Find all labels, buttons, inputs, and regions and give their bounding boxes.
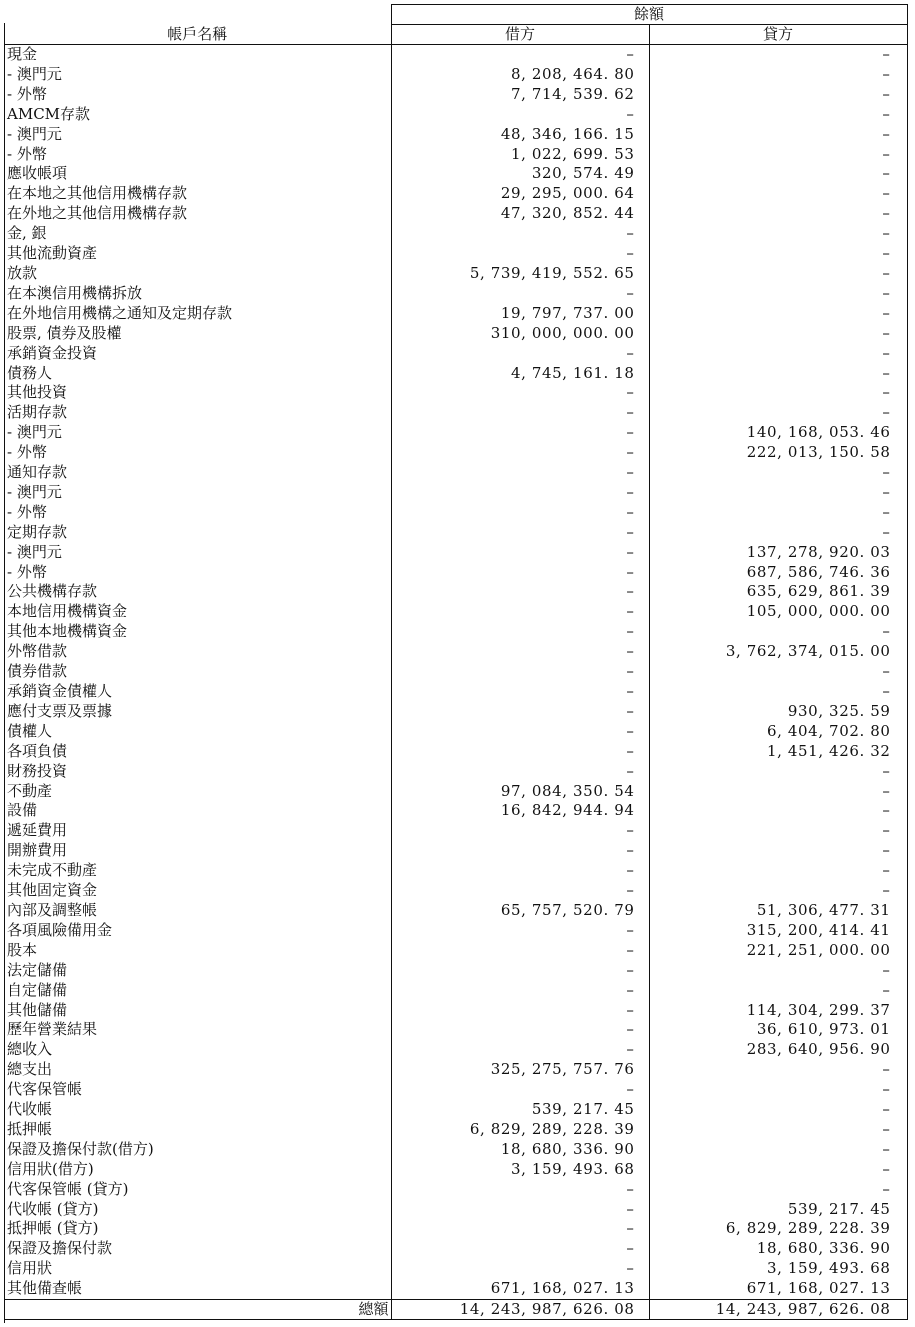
account-name-cell: - 外幣 xyxy=(7,562,47,581)
debit-cell: – xyxy=(391,881,649,901)
debit-cell: – xyxy=(391,403,649,423)
debit-cell: 65, 757, 520. 79 xyxy=(391,901,649,921)
debit-cell: – xyxy=(391,1219,649,1239)
credit-cell: 687, 586, 746. 36 xyxy=(649,563,907,583)
table-row xyxy=(4,164,907,184)
table-row xyxy=(4,782,907,802)
table-row xyxy=(4,1239,907,1259)
table-row xyxy=(4,364,907,384)
debit-cell: – xyxy=(391,602,649,622)
left-rule xyxy=(4,23,5,1323)
account-name-cell: 應付支票及票據 xyxy=(7,701,113,720)
table-row xyxy=(4,543,907,563)
credit-cell: – xyxy=(649,224,907,244)
credit-cell: – xyxy=(649,383,907,403)
table-row xyxy=(4,622,907,642)
credit-cell: – xyxy=(649,861,907,881)
table-row xyxy=(4,1020,907,1040)
table-row xyxy=(4,224,907,244)
debit-cell: – xyxy=(391,742,649,762)
account-name-cell: 抵押帳 (貸方) xyxy=(7,1219,99,1238)
credit-cell: 105, 000, 000. 00 xyxy=(649,602,907,622)
account-name-cell: 總支出 xyxy=(7,1060,53,1079)
account-name-cell: 設備 xyxy=(7,801,38,820)
table-row xyxy=(4,981,907,1001)
account-name-cell: 其他儲備 xyxy=(7,1000,68,1019)
account-name-cell: 保證及擔保付款(借方) xyxy=(7,1139,154,1158)
account-name-cell: 不動產 xyxy=(7,781,53,800)
debit-cell: – xyxy=(391,941,649,961)
credit-cell: – xyxy=(649,264,907,284)
table-row xyxy=(4,443,907,463)
table-row xyxy=(4,563,907,583)
balance-table xyxy=(4,4,908,1320)
account-name-cell: 放款 xyxy=(7,263,38,282)
account-name-cell: 活期存款 xyxy=(7,403,68,422)
account-name-cell: 在本澳信用機構拆放 xyxy=(7,283,143,302)
credit-cell: – xyxy=(649,304,907,324)
table-row xyxy=(4,1160,907,1180)
debit-cell: – xyxy=(391,45,649,65)
credit-cell: 36, 610, 973. 01 xyxy=(649,1020,907,1040)
table-row xyxy=(4,344,907,364)
credit-cell: – xyxy=(649,145,907,165)
account-name-cell: - 外幣 xyxy=(7,84,47,103)
credit-cell: – xyxy=(649,1100,907,1120)
debit-cell: – xyxy=(391,344,649,364)
account-name-cell: 信用狀(借方) xyxy=(7,1159,94,1178)
debit-cell: – xyxy=(391,762,649,782)
account-name-cell: - 外幣 xyxy=(7,502,47,521)
debit-cell: – xyxy=(391,1200,649,1220)
debit-cell: – xyxy=(391,582,649,602)
credit-cell: – xyxy=(649,981,907,1001)
account-name-cell: 自定儲備 xyxy=(7,980,68,999)
credit-cell: – xyxy=(649,204,907,224)
table-row xyxy=(4,1279,907,1299)
credit-cell: 539, 217. 45 xyxy=(649,1200,907,1220)
debit-cell: – xyxy=(391,1040,649,1060)
account-name-cell: 現金 xyxy=(7,45,38,63)
debit-cell: 48, 346, 166. 15 xyxy=(391,125,649,145)
account-name-cell: 法定儲備 xyxy=(7,960,68,979)
account-name-cell: 應收帳項 xyxy=(7,164,68,183)
trial-balance-sheet xyxy=(4,4,907,1320)
debit-cell: – xyxy=(391,961,649,981)
table-row xyxy=(4,1140,907,1160)
table-row xyxy=(4,722,907,742)
table-row xyxy=(4,702,907,722)
table-row xyxy=(4,801,907,821)
table-row xyxy=(4,602,907,622)
credit-cell: 3, 159, 493. 68 xyxy=(649,1259,907,1279)
account-name-header: 帳戶名稱 xyxy=(4,25,391,45)
debit-cell: 6, 829, 289, 228. 39 xyxy=(391,1120,649,1140)
credit-cell: – xyxy=(649,762,907,782)
account-name-cell: 保證及擔保付款 xyxy=(7,1239,113,1258)
debit-cell: – xyxy=(391,841,649,861)
debit-cell: – xyxy=(391,463,649,483)
debit-cell: – xyxy=(391,523,649,543)
account-name-cell: - 外幣 xyxy=(7,144,47,163)
account-name-cell: 歷年營業結果 xyxy=(7,1020,98,1039)
table-row xyxy=(4,1060,907,1080)
account-name-cell: - 澳門元 xyxy=(7,423,62,442)
account-name-cell: 債務人 xyxy=(7,363,53,382)
table-body xyxy=(4,45,907,1300)
account-name-cell: 在外地之其他信用機構存款 xyxy=(7,204,188,223)
debit-cell: – xyxy=(391,722,649,742)
debit-cell: – xyxy=(391,503,649,523)
table-row xyxy=(4,105,907,125)
table-row xyxy=(4,304,907,324)
account-name-cell: - 澳門元 xyxy=(7,124,62,143)
account-name-cell: 股本 xyxy=(7,940,38,959)
debit-cell: 539, 217. 45 xyxy=(391,1100,649,1120)
table-row xyxy=(4,463,907,483)
credit-cell: – xyxy=(649,1160,907,1180)
table-row xyxy=(4,284,907,304)
credit-cell: – xyxy=(649,662,907,682)
table-row xyxy=(4,204,907,224)
credit-cell: – xyxy=(649,125,907,145)
account-name-cell: 承銷資金投資 xyxy=(7,343,98,362)
credit-cell: 671, 168, 027. 13 xyxy=(649,1279,907,1299)
table-row xyxy=(4,85,907,105)
debit-cell: – xyxy=(391,1001,649,1021)
credit-cell: – xyxy=(649,622,907,642)
total-debit: 14, 243, 987, 626. 08 xyxy=(391,1300,649,1320)
table-row xyxy=(4,941,907,961)
table-row xyxy=(4,742,907,762)
credit-cell: – xyxy=(649,801,907,821)
debit-cell: – xyxy=(391,543,649,563)
table-row xyxy=(4,383,907,403)
table-row xyxy=(4,921,907,941)
debit-cell: 8, 208, 464. 80 xyxy=(391,65,649,85)
debit-cell: – xyxy=(391,1239,649,1259)
account-name-cell: 承銷資金債權人 xyxy=(7,682,113,700)
debit-cell: – xyxy=(391,224,649,244)
table-row xyxy=(4,762,907,782)
table-row xyxy=(4,65,907,85)
credit-cell: 222, 013, 150. 58 xyxy=(649,443,907,463)
credit-cell: – xyxy=(649,881,907,901)
account-name-cell: - 外幣 xyxy=(7,443,47,462)
debit-cell: 671, 168, 027. 13 xyxy=(391,1279,649,1299)
credit-cell: 18, 680, 336. 90 xyxy=(649,1239,907,1259)
debit-cell: – xyxy=(391,443,649,463)
table-row xyxy=(4,1180,907,1200)
table-footer xyxy=(4,1300,907,1320)
debit-cell: – xyxy=(391,244,649,264)
account-name-cell: - 澳門元 xyxy=(7,542,62,561)
debit-cell: 310, 000, 000. 00 xyxy=(391,324,649,344)
table-row xyxy=(4,1120,907,1140)
account-name-cell: 通知存款 xyxy=(7,463,68,482)
debit-cell: – xyxy=(391,483,649,503)
credit-cell: – xyxy=(649,105,907,125)
credit-cell: 51, 306, 477. 31 xyxy=(649,901,907,921)
credit-cell: – xyxy=(649,1180,907,1200)
debit-cell: 4, 745, 161. 18 xyxy=(391,364,649,384)
account-name-cell: 其他固定資金 xyxy=(7,881,98,900)
total-credit: 14, 243, 987, 626. 08 xyxy=(649,1300,907,1320)
table-row xyxy=(4,45,907,65)
account-name-cell: 開辦費用 xyxy=(7,841,68,860)
credit-cell: 3, 762, 374, 015. 00 xyxy=(649,642,907,662)
table-row xyxy=(4,483,907,503)
debit-cell: – xyxy=(391,383,649,403)
credit-cell: – xyxy=(649,284,907,304)
credit-cell: 635, 629, 861. 39 xyxy=(649,582,907,602)
account-name-cell: 代收帳 xyxy=(7,1100,53,1119)
debit-cell: – xyxy=(391,622,649,642)
debit-cell: – xyxy=(391,662,649,682)
debit-cell: 3, 159, 493. 68 xyxy=(391,1160,649,1180)
credit-cell: – xyxy=(649,364,907,384)
account-name-cell: 其他投資 xyxy=(7,383,68,402)
debit-cell: 47, 320, 852. 44 xyxy=(391,204,649,224)
debit-cell: – xyxy=(391,821,649,841)
account-name-cell: - 澳門元 xyxy=(7,64,62,83)
debit-cell: – xyxy=(391,642,649,662)
total-label: 總額 xyxy=(4,1300,391,1320)
credit-cell: – xyxy=(649,782,907,802)
balance-header: 餘額 xyxy=(391,5,907,25)
credit-cell: 1, 451, 426. 32 xyxy=(649,742,907,762)
credit-cell: – xyxy=(649,483,907,503)
credit-cell: – xyxy=(649,403,907,423)
credit-cell: 137, 278, 920. 03 xyxy=(649,543,907,563)
credit-cell: – xyxy=(649,1080,907,1100)
account-name-cell: 金, 銀 xyxy=(7,224,47,243)
total-row xyxy=(4,1300,907,1320)
credit-cell: – xyxy=(649,65,907,85)
account-name-cell: 股票, 債券及股權 xyxy=(7,323,122,342)
credit-cell: – xyxy=(649,184,907,204)
credit-cell: – xyxy=(649,1060,907,1080)
table-row xyxy=(4,324,907,344)
debit-cell: 320, 574. 49 xyxy=(391,164,649,184)
debit-cell: – xyxy=(391,1020,649,1040)
table-row xyxy=(4,184,907,204)
credit-cell: – xyxy=(649,164,907,184)
account-name-cell: AMCM存款 xyxy=(7,104,91,123)
credit-cell: – xyxy=(649,841,907,861)
debit-cell: – xyxy=(391,1180,649,1200)
credit-cell: 283, 640, 956. 90 xyxy=(649,1040,907,1060)
account-name-cell: 本地信用機構資金 xyxy=(7,602,128,621)
credit-cell: – xyxy=(649,523,907,543)
credit-cell: – xyxy=(649,821,907,841)
account-name-cell: 其他備查帳 xyxy=(7,1279,83,1298)
table-row xyxy=(4,1040,907,1060)
debit-cell: 1, 022, 699. 53 xyxy=(391,145,649,165)
debit-cell: 16, 842, 944. 94 xyxy=(391,801,649,821)
table-row xyxy=(4,264,907,284)
debit-cell: – xyxy=(391,563,649,583)
credit-header: 貸方 xyxy=(649,25,907,45)
account-name-cell: 在本地之其他信用機構存款 xyxy=(7,184,188,203)
account-name-cell: 代客保管帳 xyxy=(7,1080,83,1099)
account-name-cell: 公共機構存款 xyxy=(7,582,98,601)
debit-cell: – xyxy=(391,105,649,125)
table-row xyxy=(4,125,907,145)
account-name-cell: 內部及調整帳 xyxy=(7,900,98,919)
credit-cell: – xyxy=(649,324,907,344)
account-name-cell: 財務投資 xyxy=(7,761,68,780)
debit-cell: 5, 739, 419, 552. 65 xyxy=(391,264,649,284)
account-name-cell: 其他流動資產 xyxy=(7,244,98,263)
debit-cell: 18, 680, 336. 90 xyxy=(391,1140,649,1160)
account-name-cell: 在外地信用機構之通知及定期存款 xyxy=(7,303,233,322)
credit-cell: 114, 304, 299. 37 xyxy=(649,1001,907,1021)
debit-cell: – xyxy=(391,1259,649,1279)
debit-header: 借方 xyxy=(391,25,649,45)
account-name-cell: 未完成不動產 xyxy=(7,861,98,880)
table-row xyxy=(4,662,907,682)
debit-cell: 29, 295, 000. 64 xyxy=(391,184,649,204)
credit-cell: – xyxy=(649,344,907,364)
account-name-cell: 代客保管帳 (貸方) xyxy=(7,1179,129,1198)
debit-cell: – xyxy=(391,284,649,304)
table-row xyxy=(4,582,907,602)
debit-cell: – xyxy=(391,423,649,443)
account-name-cell: 各項負債 xyxy=(7,741,68,760)
debit-cell: – xyxy=(391,682,649,702)
account-name-cell: 債權人 xyxy=(7,721,53,740)
credit-cell: 221, 251, 000. 00 xyxy=(649,941,907,961)
table-row xyxy=(4,403,907,423)
table-row xyxy=(4,145,907,165)
credit-cell: – xyxy=(649,503,907,523)
table-row xyxy=(4,503,907,523)
account-name-cell: 代收帳 (貸方) xyxy=(7,1199,99,1218)
table-row xyxy=(4,1259,907,1279)
account-name-cell: 信用狀 xyxy=(7,1259,53,1278)
account-name-cell: 外幣借款 xyxy=(7,642,68,661)
table-row xyxy=(4,523,907,543)
debit-cell: – xyxy=(391,981,649,1001)
credit-cell: – xyxy=(649,45,907,65)
debit-cell: – xyxy=(391,1080,649,1100)
table-row xyxy=(4,1080,907,1100)
debit-cell: 325, 275, 757. 76 xyxy=(391,1060,649,1080)
account-name-cell: 抵押帳 xyxy=(7,1119,53,1138)
table-row xyxy=(4,821,907,841)
account-name-cell: 其他本地機構資金 xyxy=(7,622,128,641)
credit-cell: 6, 829, 289, 228. 39 xyxy=(649,1219,907,1239)
credit-cell: 140, 168, 053. 46 xyxy=(649,423,907,443)
table-row xyxy=(4,841,907,861)
account-name-cell: 總收入 xyxy=(7,1040,53,1059)
account-name-cell: 各項風險備用金 xyxy=(7,920,113,939)
debit-cell: 19, 797, 737. 00 xyxy=(391,304,649,324)
table-row xyxy=(4,901,907,921)
header-spacer xyxy=(4,5,391,25)
table-row xyxy=(4,1219,907,1239)
account-name-cell: 遞延費用 xyxy=(7,821,68,840)
table-header xyxy=(4,5,907,45)
credit-cell: – xyxy=(649,85,907,105)
credit-cell: 6, 404, 702. 80 xyxy=(649,722,907,742)
table-row xyxy=(4,642,907,662)
debit-cell: – xyxy=(391,921,649,941)
credit-cell: 930, 325. 59 xyxy=(649,702,907,722)
table-row xyxy=(4,682,907,702)
credit-cell: – xyxy=(649,682,907,702)
account-name-cell: 債券借款 xyxy=(7,662,68,681)
credit-cell: – xyxy=(649,1120,907,1140)
credit-cell: 315, 200, 414. 41 xyxy=(649,921,907,941)
table-row xyxy=(4,1200,907,1220)
credit-cell: – xyxy=(649,244,907,264)
table-row xyxy=(4,881,907,901)
credit-cell: – xyxy=(649,463,907,483)
debit-cell: 7, 714, 539. 62 xyxy=(391,85,649,105)
table-row xyxy=(4,244,907,264)
account-name-cell: 定期存款 xyxy=(7,522,68,541)
account-name-cell: - 澳門元 xyxy=(7,482,62,501)
table-row xyxy=(4,1001,907,1021)
debit-cell: 97, 084, 350. 54 xyxy=(391,782,649,802)
table-row xyxy=(4,961,907,981)
table-row xyxy=(4,1100,907,1120)
credit-cell: – xyxy=(649,1140,907,1160)
debit-cell: – xyxy=(391,702,649,722)
debit-cell: – xyxy=(391,861,649,881)
credit-cell: – xyxy=(649,961,907,981)
table-row xyxy=(4,423,907,443)
table-row xyxy=(4,861,907,881)
